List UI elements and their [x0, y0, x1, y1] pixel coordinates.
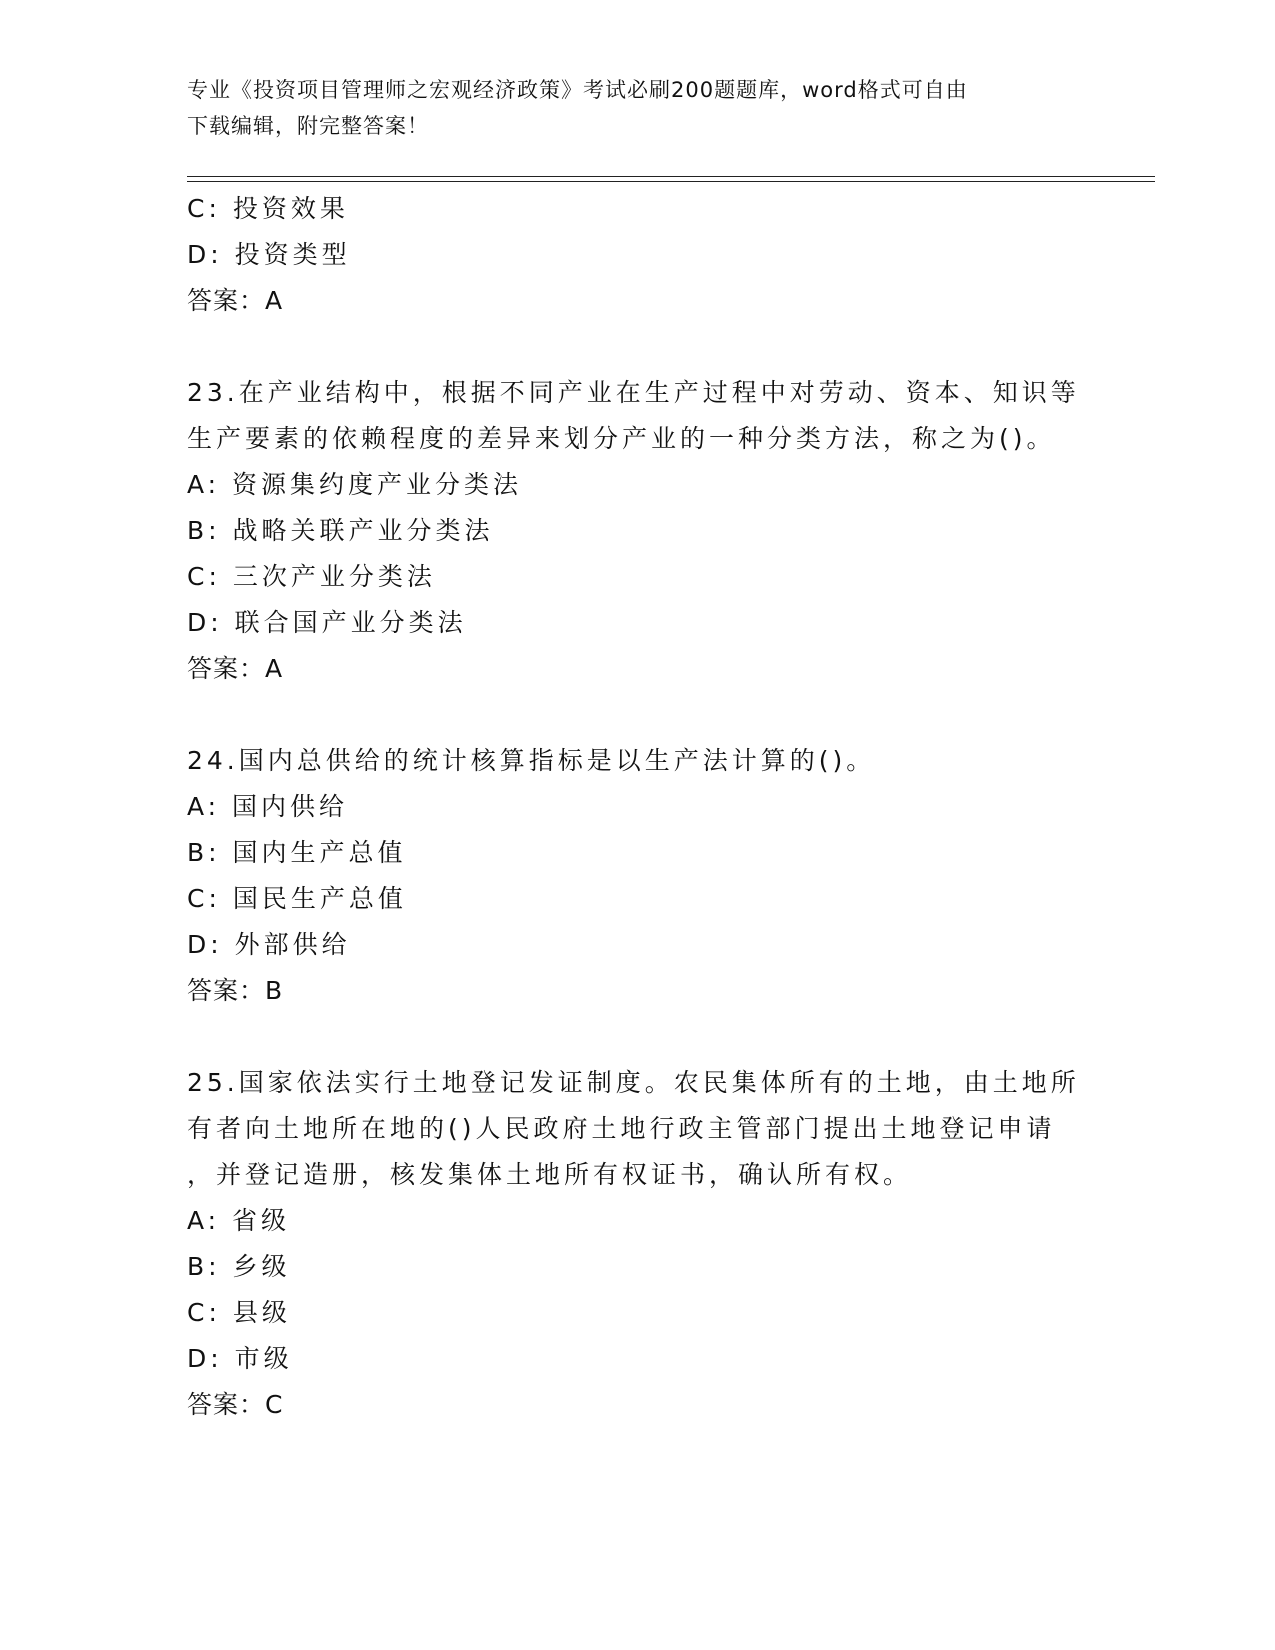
spacer: [187, 1014, 1087, 1060]
question-text: 23.在产业结构中，根据不同产业在生产过程中对劳动、资本、知识等: [187, 378, 1080, 407]
option-b: B: 乡级: [187, 1252, 291, 1281]
header-line-1: 专业《投资项目管理师之宏观经济政策》考试必刷200题题库，word格式可自由: [187, 78, 968, 102]
answer-line: 答案：A: [187, 654, 284, 683]
option-a: A: 省级: [187, 1206, 291, 1235]
option-c: C: 国民生产总值: [187, 884, 407, 913]
option-a: A: 资源集约度产业分类法: [187, 470, 523, 499]
question-list: [187, 186, 1087, 1428]
option-c: C: 县级: [187, 1298, 291, 1327]
question-text: 24.国内总供给的统计核算指标是以生产法计算的()。: [187, 746, 876, 775]
option-d: D: 联合国产业分类法: [187, 608, 467, 637]
option-c: C: 三次产业分类法: [187, 562, 436, 591]
option-d: D: 外部供给: [187, 930, 351, 959]
option-b: B: 国内生产总值: [187, 838, 407, 867]
document-header: [187, 72, 1067, 144]
spacer: [187, 692, 1087, 738]
question-text: ，并登记造册，核发集体土地所有权证书，确认所有权。: [187, 1160, 913, 1189]
option-d: D: 市级: [187, 1344, 293, 1373]
option-b: B: 战略关联产业分类法: [187, 516, 494, 545]
header-divider-bottom: [187, 181, 1155, 182]
question-25: [187, 1060, 1087, 1428]
answer-line: 答案：B: [187, 976, 284, 1005]
spacer: [187, 324, 1087, 370]
question-23: [187, 370, 1087, 692]
header-line-2: 下载编辑，附完整答案！: [187, 114, 429, 138]
continued-question: [187, 186, 1087, 324]
question-text: 25.国家依法实行土地登记发证制度。农民集体所有的土地，由土地所: [187, 1068, 1080, 1097]
question-24: [187, 738, 1087, 1014]
option-a: A: 国内供给: [187, 792, 349, 821]
option-d: D: 投资类型: [187, 240, 351, 269]
answer-line: 答案：A: [187, 286, 284, 315]
answer-line: 答案：C: [187, 1390, 284, 1419]
header-divider-top: [187, 176, 1155, 177]
question-text: 生产要素的依赖程度的差异来划分产业的一种分类方法，称之为()。: [187, 424, 1056, 453]
option-c: C: 投资效果: [187, 194, 349, 223]
question-text: 有者向土地所在地的()人民政府土地行政主管部门提出土地登记申请: [187, 1114, 1056, 1143]
